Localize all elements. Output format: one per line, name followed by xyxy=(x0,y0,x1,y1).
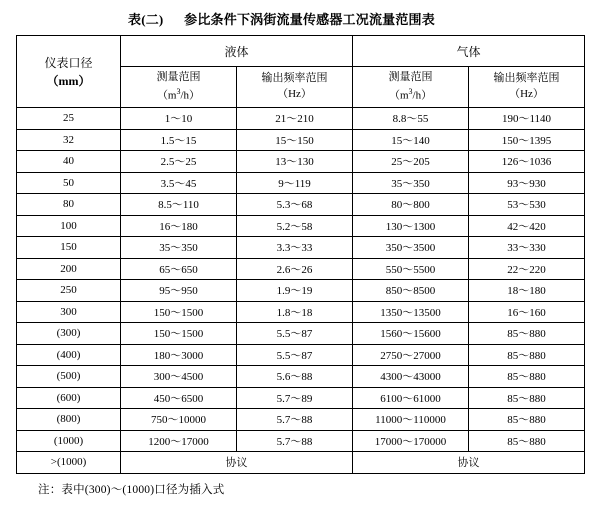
cell-liquid-range: 1200～17000 xyxy=(121,430,237,452)
header-diameter-label: 仪表口径 xyxy=(44,55,93,70)
cell-diameter: (600) xyxy=(17,387,121,409)
table-row xyxy=(17,280,585,302)
cell-diameter: (500) xyxy=(17,366,121,388)
cell-liquid-range: 16～180 xyxy=(121,215,237,237)
cell-gas-range: 35～350 xyxy=(353,172,469,194)
table-row xyxy=(17,258,585,280)
cell-liquid-freq: 1.8～18 xyxy=(237,301,353,323)
cell-liquid-freq: 5.7～89 xyxy=(237,387,353,409)
cell-diameter: 100 xyxy=(17,215,121,237)
cell-liquid-freq: 5.7～88 xyxy=(237,430,353,452)
cell-gas-range: 850～8500 xyxy=(353,280,469,302)
cell-diameter: 25 xyxy=(17,108,121,130)
header-group-gas: 气体 xyxy=(353,36,585,67)
cell-liquid-range: 300～4500 xyxy=(121,366,237,388)
table-row xyxy=(17,301,585,323)
cell-gas-range: 550～5500 xyxy=(353,258,469,280)
cell-gas-freq: 16～160 xyxy=(469,301,585,323)
cell-gas-freq: 18～180 xyxy=(469,280,585,302)
cell-gas-range: 11000～110000 xyxy=(353,409,469,431)
cell-liquid-range: 2.5～25 xyxy=(121,151,237,173)
cell-liquid-range: 150～1500 xyxy=(121,323,237,345)
cell-liquid-range: 35～350 xyxy=(121,237,237,259)
header-liquid-range-unit: $(m^3/h)$ xyxy=(156,86,201,102)
cell-gas-freq: 85～880 xyxy=(469,387,585,409)
cell-liquid-range: 8.5～110 xyxy=(121,194,237,216)
cell-gas-range: 8.8～55 xyxy=(353,108,469,130)
cell-liquid-range: 95～950 xyxy=(121,280,237,302)
table-row-last xyxy=(17,452,585,474)
cell-gas-freq: 85～880 xyxy=(469,366,585,388)
table-row xyxy=(17,215,585,237)
cell-liquid-freq: 2.6～26 xyxy=(237,258,353,280)
table-row xyxy=(17,129,585,151)
header-gas-freq-label: 输出频率范围 xyxy=(493,72,560,85)
cell-liquid-range: 180～3000 xyxy=(121,344,237,366)
header-gas-freq xyxy=(469,67,585,108)
header-liquid-freq-unit: （Hz） xyxy=(277,88,312,100)
cell-liquid-freq: 3.3～33 xyxy=(237,237,353,259)
cell-liquid-freq: 5.2～58 xyxy=(237,215,353,237)
cell-diameter: (400) xyxy=(17,344,121,366)
cell-gas-range: 6100～61000 xyxy=(353,387,469,409)
cell-gas-freq: 53～530 xyxy=(469,194,585,216)
cell-liquid-range: 150～1500 xyxy=(121,301,237,323)
cell-gas-range: 17000～170000 xyxy=(353,430,469,452)
header-group-liquid: 液体 xyxy=(121,36,353,67)
table-row xyxy=(17,323,585,345)
header-liquid-range-label: 测量范围 xyxy=(156,70,201,83)
table-row xyxy=(17,194,585,216)
cell-diameter: 32 xyxy=(17,129,121,151)
cell-gas-agreement: 协议 xyxy=(353,452,585,474)
cell-diameter: (300) xyxy=(17,323,121,345)
cell-diameter: >(1000) xyxy=(17,452,121,474)
table-row xyxy=(17,151,585,173)
cell-liquid-range: 1.5～15 xyxy=(121,129,237,151)
cell-diameter: 150 xyxy=(17,237,121,259)
cell-diameter: (1000) xyxy=(17,430,121,452)
cell-gas-freq: 93～930 xyxy=(469,172,585,194)
cell-liquid-range: 450～6500 xyxy=(121,387,237,409)
cell-liquid-freq: 15～150 xyxy=(237,129,353,151)
cell-gas-range: 350～3500 xyxy=(353,237,469,259)
cell-liquid-agreement: 协议 xyxy=(121,452,353,474)
header-liquid-range xyxy=(121,67,237,108)
table-row xyxy=(17,237,585,259)
cell-liquid-range: 65～650 xyxy=(121,258,237,280)
cell-gas-freq: 150～1395 xyxy=(469,129,585,151)
cell-liquid-freq: 13～130 xyxy=(237,151,353,173)
cell-gas-freq: 85～880 xyxy=(469,323,585,345)
cell-diameter: 200 xyxy=(17,258,121,280)
table-caption: 表(二) 参比条件下涡街流量传感器工况流量范围表 xyxy=(128,12,435,27)
header-gas-freq-unit: （Hz） xyxy=(509,88,544,100)
cell-gas-range: 1560～15600 xyxy=(353,323,469,345)
cell-liquid-freq: 9～119 xyxy=(237,172,353,194)
table-header-top xyxy=(17,36,585,67)
cell-gas-freq: 85～880 xyxy=(469,430,585,452)
cell-diameter: 300 xyxy=(17,301,121,323)
table-row xyxy=(17,344,585,366)
header-gas-range xyxy=(353,67,469,108)
cell-gas-freq: 190～1140 xyxy=(469,108,585,130)
header-diameter-unit: （mm） xyxy=(46,73,91,88)
header-liquid-freq xyxy=(237,67,353,108)
cell-diameter: 250 xyxy=(17,280,121,302)
cell-liquid-freq: 5.7～88 xyxy=(237,409,353,431)
cell-liquid-freq: 5.5～87 xyxy=(237,344,353,366)
table-row xyxy=(17,409,585,431)
cell-gas-freq: 126～1036 xyxy=(469,151,585,173)
header-gas-range-label: 测量范围 xyxy=(388,70,433,83)
cell-diameter: (800) xyxy=(17,409,121,431)
table-row xyxy=(17,387,585,409)
cell-liquid-freq: 5.6～88 xyxy=(237,366,353,388)
cell-liquid-freq: 5.3～68 xyxy=(237,194,353,216)
cell-liquid-range: 3.5～45 xyxy=(121,172,237,194)
cell-diameter: 50 xyxy=(17,172,121,194)
cell-diameter: 40 xyxy=(17,151,121,173)
header-liquid-freq-label: 输出频率范围 xyxy=(261,72,328,85)
table-row xyxy=(17,172,585,194)
table-row xyxy=(17,430,585,452)
cell-gas-range: 130～1300 xyxy=(353,215,469,237)
cell-diameter: 80 xyxy=(17,194,121,216)
cell-gas-range: 15～140 xyxy=(353,129,469,151)
cell-gas-freq: 33～330 xyxy=(469,237,585,259)
cell-gas-range: 4300～43000 xyxy=(353,366,469,388)
cell-liquid-freq: 5.5～87 xyxy=(237,323,353,345)
cell-gas-freq: 22～220 xyxy=(469,258,585,280)
table-row xyxy=(17,108,585,130)
header-diameter xyxy=(17,36,121,108)
cell-gas-freq: 85～880 xyxy=(469,409,585,431)
table-note: 注：表中(300)～(1000)口径为插入式 xyxy=(38,483,225,496)
cell-gas-range: 25～205 xyxy=(353,151,469,173)
cell-liquid-freq: 21～210 xyxy=(237,108,353,130)
cell-gas-range: 80～800 xyxy=(353,194,469,216)
cell-gas-range: 2750～27000 xyxy=(353,344,469,366)
table-row xyxy=(17,366,585,388)
cell-liquid-range: 1～10 xyxy=(121,108,237,130)
cell-gas-range: 1350～13500 xyxy=(353,301,469,323)
cell-liquid-range: 750～10000 xyxy=(121,409,237,431)
flow-range-table xyxy=(16,35,585,474)
cell-liquid-freq: 1.9～19 xyxy=(237,280,353,302)
cell-gas-freq: 85～880 xyxy=(469,344,585,366)
cell-gas-freq: 42～420 xyxy=(469,215,585,237)
header-gas-range-unit: $(m^3/h)$ xyxy=(388,86,433,102)
